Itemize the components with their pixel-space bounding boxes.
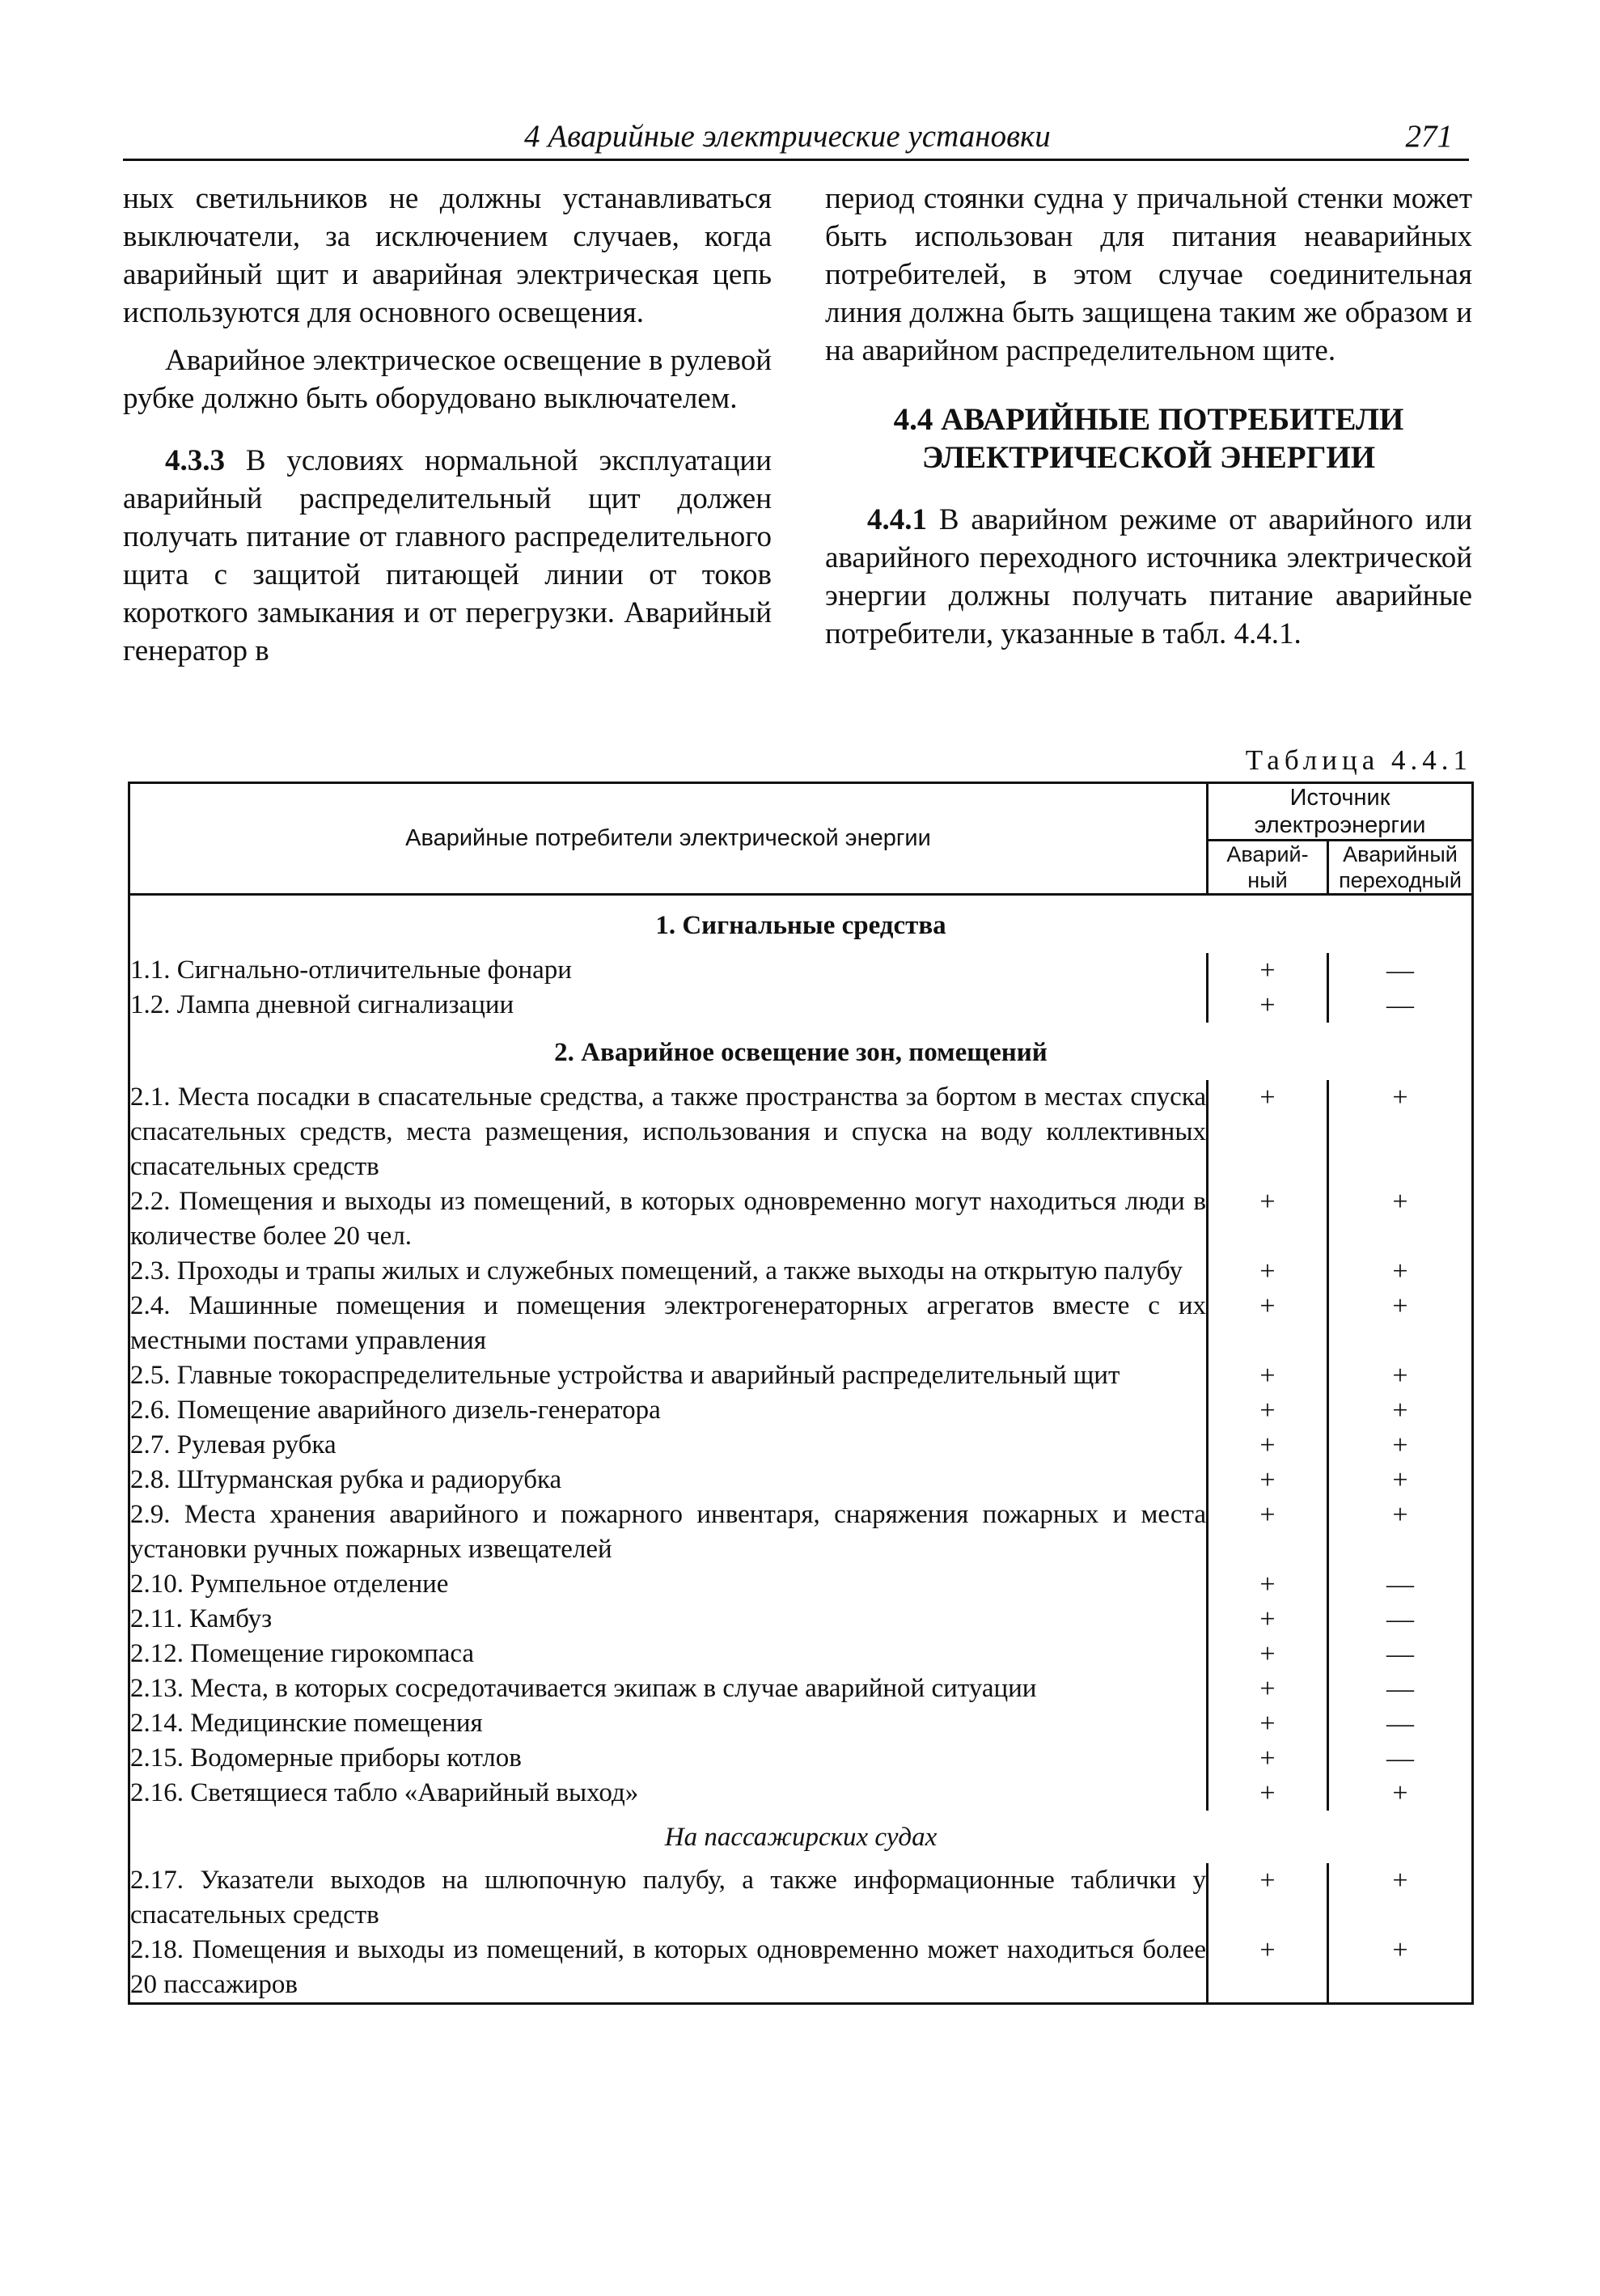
- table-row: [129, 1933, 1473, 2004]
- emergency-source-mark: +: [1208, 1358, 1328, 1393]
- transitional-source-mark: +: [1328, 1393, 1473, 1428]
- table-row: [129, 1358, 1473, 1393]
- emergency-source-mark: +: [1208, 1637, 1328, 1671]
- consumer-description: 1.1. Сигнально-отличительные фонари: [129, 953, 1208, 988]
- clause-text: В условиях нормальной эксплуатации аварийный распределительный щит должен получать питание от главного распределительного щита с защитой питающей линии от токов короткого замыкания и от перегрузки. Аварийный генератор в: [123, 444, 772, 667]
- table-body: [129, 895, 1473, 2004]
- consumer-description: 2.8. Штурманская рубка и радиорубка: [129, 1463, 1208, 1497]
- section-heading-line: ЭЛЕКТРИЧЕСКОЙ ЭНЕРГИИ: [921, 440, 1376, 475]
- consumer-description: 2.10. Румпельное отделение: [129, 1567, 1208, 1602]
- table-row: [129, 1671, 1473, 1706]
- transitional-source-mark: +: [1328, 1497, 1473, 1567]
- consumer-description: 2.17. Указатели выходов на шлюпочную палубу, а также информационные таблички у спасательных средств: [129, 1863, 1208, 1933]
- emergency-source-mark: +: [1208, 1184, 1328, 1254]
- transitional-source-mark: +: [1328, 1933, 1473, 2004]
- transitional-source-mark: +: [1328, 1080, 1473, 1184]
- emergency-source-mark: +: [1208, 1741, 1328, 1776]
- paragraph-4-4-1: [825, 501, 1472, 653]
- table-row: [129, 953, 1473, 988]
- transitional-source-mark: —: [1328, 1567, 1473, 1602]
- table-row: [129, 1567, 1473, 1602]
- section-row: [129, 895, 1473, 954]
- consumer-description: 2.5. Главные токораспределительные устройства и аварийный распределительный щит: [129, 1358, 1208, 1393]
- table-row: [129, 1776, 1473, 1811]
- transitional-source-mark: —: [1328, 953, 1473, 988]
- table-row: [129, 1289, 1473, 1358]
- transitional-source-mark: +: [1328, 1863, 1473, 1933]
- section-row: [129, 1023, 1473, 1080]
- consumer-description: 2.4. Машинные помещения и помещения электрогенераторных агрегатов вместе с их местными постами управления: [129, 1289, 1208, 1358]
- right-column: [825, 180, 1472, 653]
- consumers-table: [128, 782, 1474, 2005]
- table-caption: Таблица 4.4.1: [1245, 744, 1472, 776]
- section-title: 2. Аварийное освещение зон, помещений: [129, 1023, 1473, 1080]
- table-row: [129, 988, 1473, 1023]
- transitional-source-mark: +: [1328, 1184, 1473, 1254]
- chapter-title: 4 Аварийные электрические установки: [524, 119, 1051, 154]
- consumer-description: 2.15. Водомерные приборы котлов: [129, 1741, 1208, 1776]
- table-row: [129, 1741, 1473, 1776]
- clause-number: 4.4.1: [867, 503, 927, 536]
- emergency-source-mark: +: [1208, 1463, 1328, 1497]
- table-row: [129, 1428, 1473, 1463]
- consumer-description: 2.6. Помещение аварийного дизель-генератора: [129, 1393, 1208, 1428]
- table-row: [129, 1602, 1473, 1637]
- section-heading-line: 4.4 АВАРИЙНЫЕ ПОТРЕБИТЕЛИ: [893, 402, 1404, 437]
- paragraph: период стоянки судна у причальной стенки может быть использован для питания неаварийных потребителей, в этом случае соединительная линия должна быть защищена таким же образом и на аварийном распределительном щите.: [825, 182, 1472, 367]
- transitional-source-mark: —: [1328, 1602, 1473, 1637]
- table-row: [129, 1497, 1473, 1567]
- table-row: [129, 1184, 1473, 1254]
- consumer-description: 2.2. Помещения и выходы из помещений, в которых одновременно могут находиться люди в количестве более 20 чел.: [129, 1184, 1208, 1254]
- header-emergency: Аварий-ный: [1208, 841, 1328, 895]
- emergency-source-mark: +: [1208, 1497, 1328, 1567]
- left-column: [123, 180, 772, 670]
- transitional-source-mark: —: [1328, 1671, 1473, 1706]
- transitional-source-mark: +: [1328, 1776, 1473, 1811]
- transitional-source-mark: +: [1328, 1428, 1473, 1463]
- subsection-row: [129, 1811, 1473, 1863]
- transitional-source-mark: —: [1328, 1706, 1473, 1741]
- consumer-description: 2.11. Камбуз: [129, 1602, 1208, 1637]
- emergency-source-mark: +: [1208, 1776, 1328, 1811]
- emergency-source-mark: +: [1208, 1289, 1328, 1358]
- emergency-source-mark: +: [1208, 1933, 1328, 2004]
- transitional-source-mark: —: [1328, 1637, 1473, 1671]
- transitional-source-mark: —: [1328, 1741, 1473, 1776]
- emergency-source-mark: +: [1208, 1567, 1328, 1602]
- emergency-source-mark: +: [1208, 1671, 1328, 1706]
- transitional-source-mark: —: [1328, 988, 1473, 1023]
- consumer-description: 2.7. Рулевая рубка: [129, 1428, 1208, 1463]
- paragraph: ных светильников не должны устанавливаться выключатели, за исключением случаев, когда аварийный щит и аварийная электрическая цепь используются для основного освещения.: [123, 182, 772, 329]
- transitional-source-mark: +: [1328, 1358, 1473, 1393]
- emergency-source-mark: +: [1208, 1863, 1328, 1933]
- page-number: 271: [1405, 119, 1453, 154]
- emergency-source-mark: +: [1208, 1428, 1328, 1463]
- header-consumers: Аварийные потребители электрической энергии: [129, 783, 1208, 895]
- emergency-source-mark: +: [1208, 1602, 1328, 1637]
- emergency-source-mark: +: [1208, 1393, 1328, 1428]
- table-row: [129, 1080, 1473, 1184]
- running-head: [123, 112, 1469, 161]
- clause-number: 4.3.3: [165, 444, 225, 477]
- emergency-source-mark: +: [1208, 953, 1328, 988]
- transitional-source-mark: +: [1328, 1254, 1473, 1289]
- table-row: [129, 1463, 1473, 1497]
- consumer-description: 1.2. Лампа дневной сигнализации: [129, 988, 1208, 1023]
- emergency-source-mark: +: [1208, 988, 1328, 1023]
- subsection-title: На пассажирских судах: [129, 1811, 1473, 1863]
- consumer-description: 2.16. Светящиеся табло «Аварийный выход»: [129, 1776, 1208, 1811]
- section-heading: [825, 400, 1472, 477]
- consumer-description: 2.14. Медицинские помещения: [129, 1706, 1208, 1741]
- table-row: [129, 1254, 1473, 1289]
- header-source: Источник электроэнергии: [1208, 783, 1473, 841]
- consumer-description: 2.13. Места, в которых сосредотачивается экипаж в случае аварийной ситуации: [129, 1671, 1208, 1706]
- table-row: [129, 1863, 1473, 1933]
- header-transitional: Аварийный переходный: [1328, 841, 1473, 895]
- consumer-description: 2.18. Помещения и выходы из помещений, в которых одновременно может находиться более 20 пассажиров: [129, 1933, 1208, 2004]
- consumer-description: 2.12. Помещение гирокомпаса: [129, 1637, 1208, 1671]
- consumer-description: 2.1. Места посадки в спасательные средства, а также пространства за бортом в местах спуска спасательных средств, места размещения, использования и спуска на воду коллективных спасательных средств: [129, 1080, 1208, 1184]
- emergency-source-mark: +: [1208, 1706, 1328, 1741]
- emergency-source-mark: +: [1208, 1254, 1328, 1289]
- table-row: [129, 1393, 1473, 1428]
- emergency-source-mark: +: [1208, 1080, 1328, 1184]
- section-title: 1. Сигнальные средства: [129, 895, 1473, 954]
- table-row: [129, 1706, 1473, 1741]
- clause-text: В аварийном режиме от аварийного или аварийного переходного источника электрической энергии должны получать питание аварийные потребители, указанные в табл. 4.4.1.: [825, 503, 1472, 650]
- transitional-source-mark: +: [1328, 1289, 1473, 1358]
- paragraph-4-3-3: [123, 442, 772, 670]
- consumer-description: 2.3. Проходы и трапы жилых и служебных помещений, а также выходы на открытую палубу: [129, 1254, 1208, 1289]
- paragraph: Аварийное электрическое освещение в рулевой рубке должно быть оборудовано выключателем.: [123, 344, 772, 415]
- table-row: [129, 1637, 1473, 1671]
- transitional-source-mark: +: [1328, 1463, 1473, 1497]
- consumer-description: 2.9. Места хранения аварийного и пожарного инвентаря, снаряжения пожарных и места установки ручных пожарных извещателей: [129, 1497, 1208, 1567]
